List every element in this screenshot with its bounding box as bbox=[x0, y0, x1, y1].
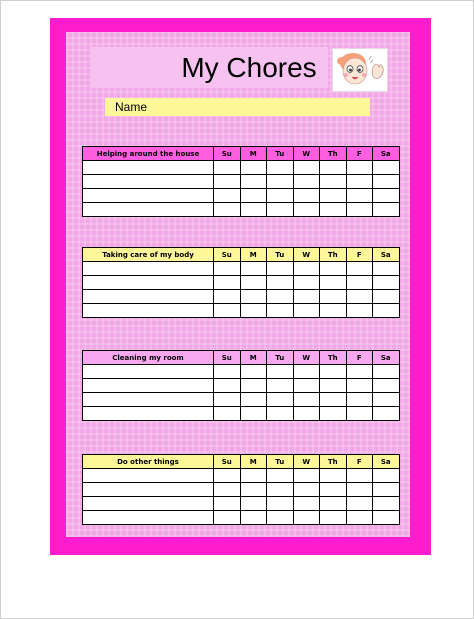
day-header: Su bbox=[214, 455, 241, 469]
table-row[interactable] bbox=[83, 175, 400, 189]
name-label: Name bbox=[115, 100, 148, 114]
chore-heading: Taking care of my body bbox=[83, 248, 214, 262]
day-header: Th bbox=[320, 351, 347, 365]
name-field[interactable] bbox=[105, 98, 370, 116]
day-header: F bbox=[346, 248, 373, 262]
table-row[interactable] bbox=[83, 393, 400, 407]
table-row[interactable] bbox=[83, 469, 400, 483]
chore-table-body bbox=[82, 247, 400, 318]
chore-table-room bbox=[82, 350, 400, 421]
day-header: F bbox=[346, 147, 373, 161]
table-row[interactable] bbox=[83, 511, 400, 525]
girl-waving-icon bbox=[332, 48, 388, 92]
day-header: Tu bbox=[267, 248, 294, 262]
day-header: Th bbox=[320, 147, 347, 161]
page-title: My Chores bbox=[181, 52, 317, 83]
table-row[interactable] bbox=[83, 161, 400, 175]
table-header bbox=[83, 147, 400, 161]
day-header: Tu bbox=[267, 455, 294, 469]
chore-heading: Helping around the house bbox=[83, 147, 214, 161]
day-header: Tu bbox=[267, 351, 294, 365]
day-header: Sa bbox=[373, 147, 400, 161]
table-row[interactable] bbox=[83, 483, 400, 497]
day-header: F bbox=[346, 351, 373, 365]
day-header: M bbox=[240, 455, 267, 469]
table-header bbox=[83, 351, 400, 365]
table-header bbox=[83, 248, 400, 262]
day-header: M bbox=[240, 248, 267, 262]
day-header: M bbox=[240, 351, 267, 365]
day-header: F bbox=[346, 455, 373, 469]
table-row[interactable] bbox=[83, 276, 400, 290]
day-header: Th bbox=[320, 248, 347, 262]
table-row[interactable] bbox=[83, 189, 400, 203]
table-row[interactable] bbox=[83, 304, 400, 318]
day-header: W bbox=[293, 455, 320, 469]
table-row[interactable] bbox=[83, 262, 400, 276]
day-header: Sa bbox=[373, 248, 400, 262]
table-row[interactable] bbox=[83, 379, 400, 393]
table-row[interactable] bbox=[83, 407, 400, 421]
day-header: W bbox=[293, 248, 320, 262]
table-row[interactable] bbox=[83, 497, 400, 511]
day-header: M bbox=[240, 147, 267, 161]
day-header: Tu bbox=[267, 147, 294, 161]
day-header: Sa bbox=[373, 351, 400, 365]
day-header: W bbox=[293, 351, 320, 365]
day-header: Su bbox=[214, 351, 241, 365]
day-header: Su bbox=[214, 248, 241, 262]
day-header: Su bbox=[214, 147, 241, 161]
table-row[interactable] bbox=[83, 290, 400, 304]
table-row[interactable] bbox=[83, 365, 400, 379]
table-header bbox=[83, 455, 400, 469]
chore-heading: Do other things bbox=[83, 455, 214, 469]
day-header: W bbox=[293, 147, 320, 161]
table-row[interactable] bbox=[83, 203, 400, 217]
chore-heading: Cleaning my room bbox=[83, 351, 214, 365]
chore-table-house bbox=[82, 146, 400, 217]
chore-table-other bbox=[82, 454, 400, 525]
day-header: Sa bbox=[373, 455, 400, 469]
day-header: Th bbox=[320, 455, 347, 469]
